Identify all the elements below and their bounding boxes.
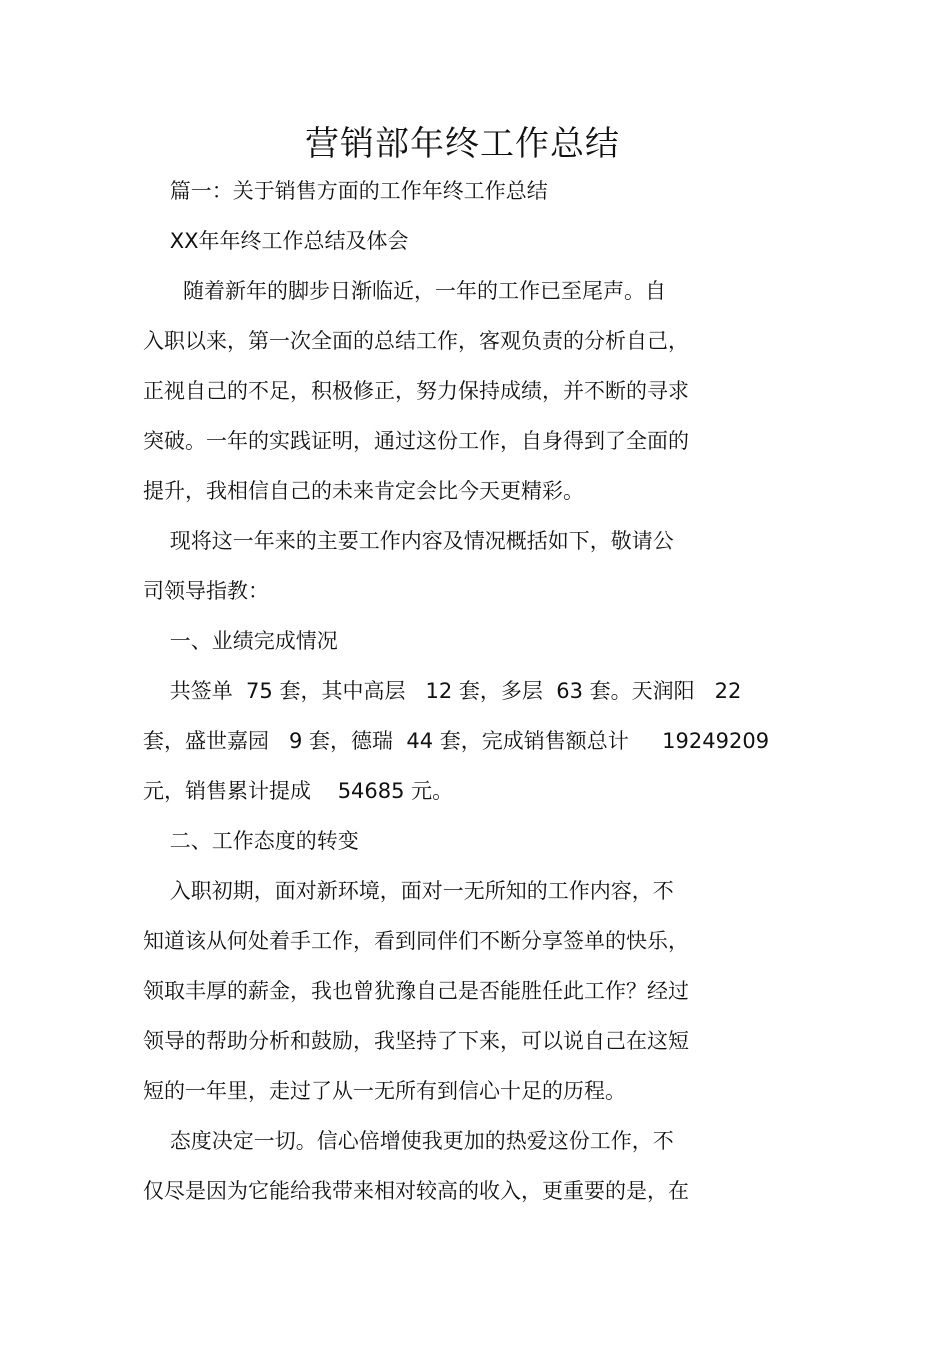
text-line: 入职初期，面对新环境，面对一无所知的工作内容，不 xyxy=(143,879,674,903)
text-line: 篇一：关于销售方面的工作年终工作总结 xyxy=(143,179,548,203)
text-line: 共签单 75 套，其中高层 12 套，多层 63 套。天润阳 22 xyxy=(143,679,742,703)
document-title: 营销部年终工作总结 xyxy=(305,124,620,164)
text-line: 知道该从何处着手工作，看到同伴们不断分享签单的快乐， xyxy=(143,929,689,953)
text-line: 随着新年的脚步日渐临近，一年的工作已至尾声。自 xyxy=(143,279,667,303)
text-line: 态度决定一切。信心倍增使我更加的热爱这份工作，不 xyxy=(143,1129,674,1153)
text-line: 司领导指教： xyxy=(143,579,269,603)
text-line: 短的一年里，走过了从一无所有到信心十足的历程。 xyxy=(143,1079,626,1103)
section-heading: 二、工作态度的转变 xyxy=(143,829,359,853)
text-line: 领导的帮助分析和鼓励，我坚持了下来，可以说自己在这短 xyxy=(143,1029,689,1053)
section-heading: 一、业绩完成情况 xyxy=(143,629,338,653)
text-line: 元，销售累计提成 54685 元。 xyxy=(143,779,454,803)
text-line: XX年年终工作总结及体会 xyxy=(143,229,409,253)
text-line: 领取丰厚的薪金，我也曾犹豫自己是否能胜任此工作？经过 xyxy=(143,979,689,1003)
text-line: 仅尽是因为它能给我带来相对较高的收入，更重要的是，在 xyxy=(143,1179,689,1203)
text-line: 提升，我相信自己的未来肯定会比今天更精彩。 xyxy=(143,479,584,503)
text-line: 突破。一年的实践证明，通过这份工作，自身得到了全面的 xyxy=(143,429,689,453)
text-line: 套，盛世嘉园 9 套，德瑞 44 套，完成销售额总计 19249209 xyxy=(143,729,770,753)
text-line: 入职以来，第一次全面的总结工作，客观负责的分析自己， xyxy=(143,329,689,353)
text-line: 正视自己的不足，积极修正，努力保持成绩，并不断的寻求 xyxy=(143,379,689,403)
text-line: 现将这一年来的主要工作内容及情况概括如下，敬请公 xyxy=(143,529,674,553)
